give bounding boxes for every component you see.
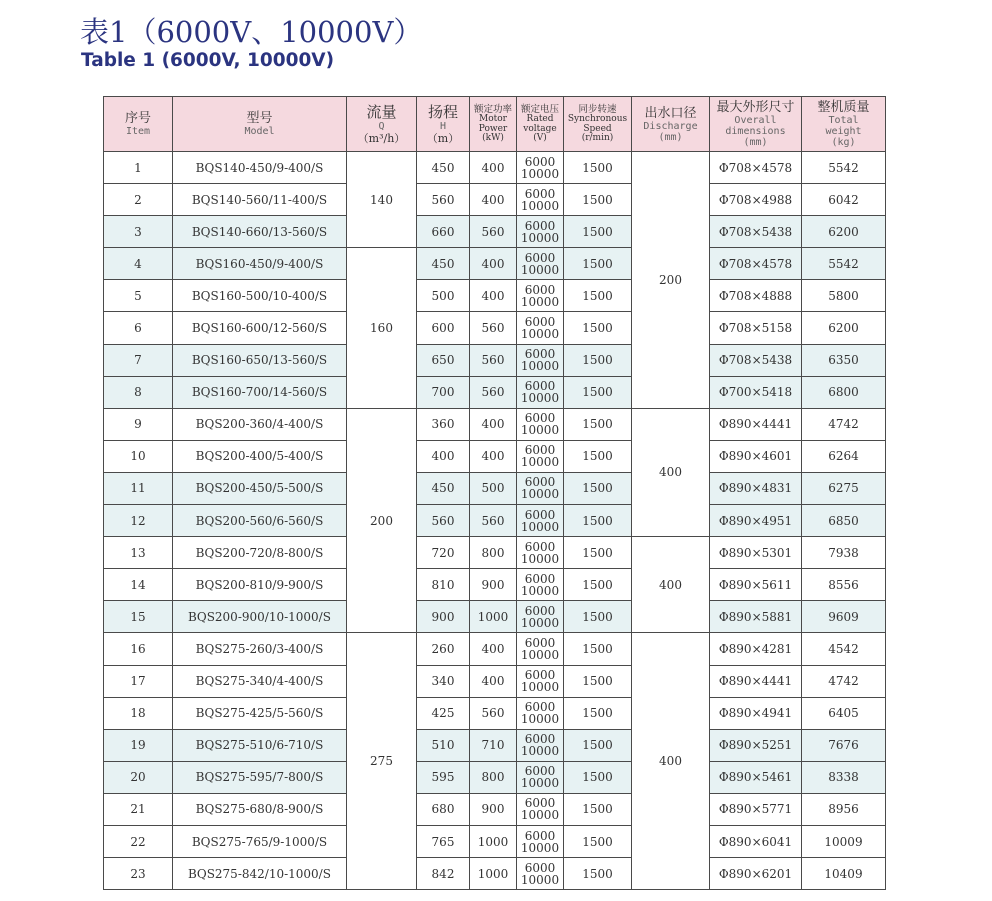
cell-dimensions: Φ890×5771 [710,793,802,825]
cell-dimensions: Φ890×4951 [710,505,802,537]
cell-speed: 1500 [564,408,632,440]
cell-speed: 1500 [564,793,632,825]
voltage-10000: 10000 [520,712,560,727]
cell-model: BQS160-450/9-400/S [173,248,347,280]
voltage-6000: 6000 [524,154,556,169]
cell-model: BQS140-450/9-400/S [173,152,347,184]
cell-voltage [517,312,564,344]
voltage-6000: 6000 [524,250,556,265]
cell-speed: 1500 [564,152,632,184]
header-dimensions: 最大外形尺寸 Overall dimensions (mm) [710,97,802,152]
voltage-6000: 6000 [524,186,556,201]
cell-model: BQS275-425/5-560/S [173,697,347,729]
cell-dimensions: Φ890×5461 [710,761,802,793]
cell-head: 595 [417,761,470,793]
cell-head: 450 [417,152,470,184]
table-row [104,408,886,440]
cell-head: 425 [417,697,470,729]
cell-dimensions: Φ890×6201 [710,858,802,890]
table-row [104,665,886,697]
voltage-10000: 10000 [520,551,560,566]
cell-weight: 5800 [802,280,886,312]
table-row [104,633,886,665]
cell-head: 560 [417,184,470,216]
cell-voltage [517,601,564,633]
cell-head: 340 [417,665,470,697]
cell-weight: 6200 [802,312,886,344]
cell-voltage [517,793,564,825]
header-power: 额定功率 Motor Power (kW) [470,97,517,152]
cell-model: BQS275-510/6-710/S [173,729,347,761]
cell-power: 800 [470,537,517,569]
cell-weight: 4542 [802,633,886,665]
voltage-6000: 6000 [524,700,556,715]
cell-power: 560 [470,312,517,344]
cell-dimensions: Φ890×4441 [710,665,802,697]
header-head: 扬程 H （m） [417,97,470,152]
cell-head: 765 [417,825,470,857]
cell-voltage [517,665,564,697]
table-row [104,472,886,504]
cell-weight: 9609 [802,601,886,633]
cell-item: 22 [104,825,173,857]
cell-speed: 1500 [564,729,632,761]
cell-flow: 140 [347,152,417,248]
voltage-10000: 10000 [520,198,560,213]
voltage-10000: 10000 [520,487,560,502]
cell-flow: 160 [347,248,417,408]
cell-weight: 6800 [802,376,886,408]
cell-item: 2 [104,184,173,216]
cell-voltage [517,248,564,280]
table-row [104,729,886,761]
table-row [104,858,886,890]
cell-speed: 1500 [564,761,632,793]
cell-power: 560 [470,216,517,248]
table-row [104,184,886,216]
cell-voltage [517,408,564,440]
cell-speed: 1500 [564,633,632,665]
cell-item: 6 [104,312,173,344]
cell-power: 400 [470,248,517,280]
cell-power: 1000 [470,858,517,890]
cell-weight: 6850 [802,505,886,537]
cell-dimensions: Φ890×4941 [710,697,802,729]
cell-power: 900 [470,793,517,825]
cell-power: 560 [470,376,517,408]
cell-head: 900 [417,601,470,633]
cell-power: 400 [470,152,517,184]
voltage-6000: 6000 [524,539,556,554]
cell-dimensions: Φ708×4578 [710,248,802,280]
cell-item: 19 [104,729,173,761]
cell-head: 842 [417,858,470,890]
cell-power: 900 [470,569,517,601]
cell-voltage [517,376,564,408]
voltage-10000: 10000 [520,391,560,406]
voltage-10000: 10000 [520,583,560,598]
cell-voltage [517,505,564,537]
voltage-10000: 10000 [520,455,560,470]
header-weight: 整机质量 Total weight (kg) [802,97,886,152]
cell-discharge: 400 [632,633,710,890]
table-row [104,601,886,633]
cell-item: 16 [104,633,173,665]
cell-speed: 1500 [564,825,632,857]
table-row [104,697,886,729]
voltage-6000: 6000 [524,668,556,683]
voltage-6000: 6000 [524,860,556,875]
voltage-6000: 6000 [524,764,556,779]
cell-weight: 8556 [802,569,886,601]
cell-dimensions: Φ708×5438 [710,344,802,376]
cell-speed: 1500 [564,312,632,344]
cell-item: 7 [104,344,173,376]
cell-dimensions: Φ890×5251 [710,729,802,761]
voltage-6000: 6000 [524,732,556,747]
cell-weight: 5542 [802,248,886,280]
cell-model: BQS160-650/13-560/S [173,344,347,376]
cell-item: 1 [104,152,173,184]
cell-model: BQS275-680/8-900/S [173,793,347,825]
cell-dimensions: Φ708×5158 [710,312,802,344]
voltage-10000: 10000 [520,262,560,277]
cell-head: 810 [417,569,470,601]
cell-power: 400 [470,280,517,312]
cell-head: 500 [417,280,470,312]
cell-flow: 200 [347,408,417,633]
cell-weight: 10409 [802,858,886,890]
cell-speed: 1500 [564,280,632,312]
voltage-10000: 10000 [520,840,560,855]
cell-voltage [517,440,564,472]
cell-voltage [517,858,564,890]
cell-item: 17 [104,665,173,697]
cell-head: 720 [417,537,470,569]
table-row [104,537,886,569]
cell-dimensions: Φ700×5418 [710,376,802,408]
cell-item: 14 [104,569,173,601]
cell-model: BQS200-900/10-1000/S [173,601,347,633]
cell-power: 560 [470,697,517,729]
cell-weight: 8338 [802,761,886,793]
cell-voltage [517,216,564,248]
table-body [104,152,886,890]
cell-model: BQS275-595/7-800/S [173,761,347,793]
page-title-en: Table 1 (6000V, 10000V) [81,50,335,71]
voltage-6000: 6000 [524,828,556,843]
cell-item: 21 [104,793,173,825]
cell-power: 1000 [470,825,517,857]
cell-dimensions: Φ890×4441 [710,408,802,440]
voltage-10000: 10000 [520,327,560,342]
cell-power: 1000 [470,601,517,633]
cell-dimensions: Φ890×4281 [710,633,802,665]
table-row [104,793,886,825]
cell-item: 18 [104,697,173,729]
cell-speed: 1500 [564,697,632,729]
header-item: 序号 Item [104,97,173,152]
cell-power: 800 [470,761,517,793]
table-header-row [104,97,886,152]
cell-speed: 1500 [564,344,632,376]
cell-dimensions: Φ890×5881 [710,601,802,633]
voltage-6000: 6000 [524,475,556,490]
voltage-10000: 10000 [520,808,560,823]
voltage-10000: 10000 [520,519,560,534]
voltage-6000: 6000 [524,347,556,362]
voltage-6000: 6000 [524,218,556,233]
cell-model: BQS140-560/11-400/S [173,184,347,216]
cell-voltage [517,761,564,793]
voltage-6000: 6000 [524,796,556,811]
cell-dimensions: Φ708×4988 [710,184,802,216]
cell-dimensions: Φ890×4601 [710,440,802,472]
cell-head: 360 [417,408,470,440]
cell-head: 400 [417,440,470,472]
cell-model: BQS275-842/10-1000/S [173,858,347,890]
cell-voltage [517,344,564,376]
cell-power: 400 [470,408,517,440]
cell-model: BQS160-500/10-400/S [173,280,347,312]
cell-weight: 5542 [802,152,886,184]
cell-model: BQS275-260/3-400/S [173,633,347,665]
cell-item: 12 [104,505,173,537]
header-voltage: 额定电压 Rated voltage (V) [517,97,564,152]
cell-weight: 6264 [802,440,886,472]
cell-head: 700 [417,376,470,408]
cell-speed: 1500 [564,184,632,216]
cell-speed: 1500 [564,858,632,890]
cell-voltage [517,280,564,312]
voltage-10000: 10000 [520,615,560,630]
cell-weight: 10009 [802,825,886,857]
cell-model: BQS200-450/5-500/S [173,472,347,504]
cell-weight: 4742 [802,408,886,440]
header-discharge: 出水口径 Discharge (mm) [632,97,710,152]
cell-dimensions: Φ890×5301 [710,537,802,569]
voltage-6000: 6000 [524,282,556,297]
cell-weight: 6350 [802,344,886,376]
cell-speed: 1500 [564,537,632,569]
voltage-10000: 10000 [520,166,560,181]
voltage-6000: 6000 [524,507,556,522]
table-row [104,505,886,537]
table-row [104,569,886,601]
voltage-6000: 6000 [524,635,556,650]
cell-speed: 1500 [564,505,632,537]
cell-discharge: 400 [632,408,710,536]
cell-head: 600 [417,312,470,344]
cell-speed: 1500 [564,440,632,472]
cell-weight: 6042 [802,184,886,216]
voltage-6000: 6000 [524,379,556,394]
table-row [104,280,886,312]
voltage-6000: 6000 [524,443,556,458]
cell-item: 8 [104,376,173,408]
cell-item: 15 [104,601,173,633]
cell-voltage [517,697,564,729]
voltage-6000: 6000 [524,571,556,586]
voltage-10000: 10000 [520,872,560,887]
voltage-10000: 10000 [520,294,560,309]
header-speed: 同步转速 Synchronous Speed (r/min) [564,97,632,152]
spec-table [103,96,886,890]
cell-weight: 6275 [802,472,886,504]
cell-voltage [517,184,564,216]
cell-item: 10 [104,440,173,472]
cell-model: BQS160-700/14-560/S [173,376,347,408]
cell-weight: 4742 [802,665,886,697]
cell-head: 660 [417,216,470,248]
cell-speed: 1500 [564,472,632,504]
cell-model: BQS160-600/12-560/S [173,312,347,344]
cell-voltage [517,729,564,761]
cell-dimensions: Φ708×4888 [710,280,802,312]
cell-item: 5 [104,280,173,312]
cell-weight: 8956 [802,793,886,825]
cell-power: 400 [470,633,517,665]
cell-speed: 1500 [564,376,632,408]
cell-dimensions: Φ890×4831 [710,472,802,504]
cell-head: 450 [417,472,470,504]
table-row [104,825,886,857]
cell-model: BQS275-765/9-1000/S [173,825,347,857]
cell-item: 11 [104,472,173,504]
cell-power: 710 [470,729,517,761]
voltage-10000: 10000 [520,359,560,374]
cell-power: 400 [470,440,517,472]
cell-flow: 275 [347,633,417,890]
cell-model: BQS200-810/9-900/S [173,569,347,601]
cell-speed: 1500 [564,248,632,280]
cell-voltage [517,825,564,857]
table-row [104,344,886,376]
cell-discharge: 400 [632,537,710,633]
table-row [104,248,886,280]
cell-weight: 7938 [802,537,886,569]
cell-voltage [517,152,564,184]
cell-speed: 1500 [564,216,632,248]
cell-weight: 7676 [802,729,886,761]
voltage-10000: 10000 [520,230,560,245]
cell-speed: 1500 [564,601,632,633]
table-row [104,761,886,793]
cell-head: 450 [417,248,470,280]
cell-voltage [517,537,564,569]
table-row [104,312,886,344]
cell-head: 510 [417,729,470,761]
table-row [104,152,886,184]
cell-discharge: 200 [632,152,710,409]
cell-power: 400 [470,665,517,697]
cell-power: 560 [470,344,517,376]
cell-item: 3 [104,216,173,248]
cell-model: BQS140-660/13-560/S [173,216,347,248]
cell-speed: 1500 [564,569,632,601]
cell-power: 400 [470,184,517,216]
voltage-10000: 10000 [520,423,560,438]
header-flow: 流量 Q （m³/h） [347,97,417,152]
voltage-10000: 10000 [520,744,560,759]
cell-power: 500 [470,472,517,504]
voltage-6000: 6000 [524,603,556,618]
header-model: 型号 Model [173,97,347,152]
cell-item: 13 [104,537,173,569]
voltage-6000: 6000 [524,315,556,330]
cell-voltage [517,633,564,665]
voltage-10000: 10000 [520,680,560,695]
cell-model: BQS200-400/5-400/S [173,440,347,472]
voltage-10000: 10000 [520,776,560,791]
cell-item: 4 [104,248,173,280]
voltage-10000: 10000 [520,647,560,662]
voltage-6000: 6000 [524,411,556,426]
table-row [104,376,886,408]
cell-head: 260 [417,633,470,665]
cell-item: 9 [104,408,173,440]
cell-head: 680 [417,793,470,825]
cell-dimensions: Φ708×5438 [710,216,802,248]
cell-speed: 1500 [564,665,632,697]
cell-item: 23 [104,858,173,890]
cell-dimensions: Φ890×6041 [710,825,802,857]
cell-model: BQS275-340/4-400/S [173,665,347,697]
cell-weight: 6405 [802,697,886,729]
cell-dimensions: Φ890×5611 [710,569,802,601]
cell-weight: 6200 [802,216,886,248]
cell-voltage [517,569,564,601]
cell-power: 560 [470,505,517,537]
cell-head: 560 [417,505,470,537]
table-row [104,440,886,472]
cell-model: BQS200-560/6-560/S [173,505,347,537]
cell-voltage [517,472,564,504]
cell-item: 20 [104,761,173,793]
cell-model: BQS200-720/8-800/S [173,537,347,569]
page-title-cn: 表1（6000V、10000V） [80,15,423,49]
cell-dimensions: Φ708×4578 [710,152,802,184]
cell-model: BQS200-360/4-400/S [173,408,347,440]
table-row [104,216,886,248]
cell-head: 650 [417,344,470,376]
